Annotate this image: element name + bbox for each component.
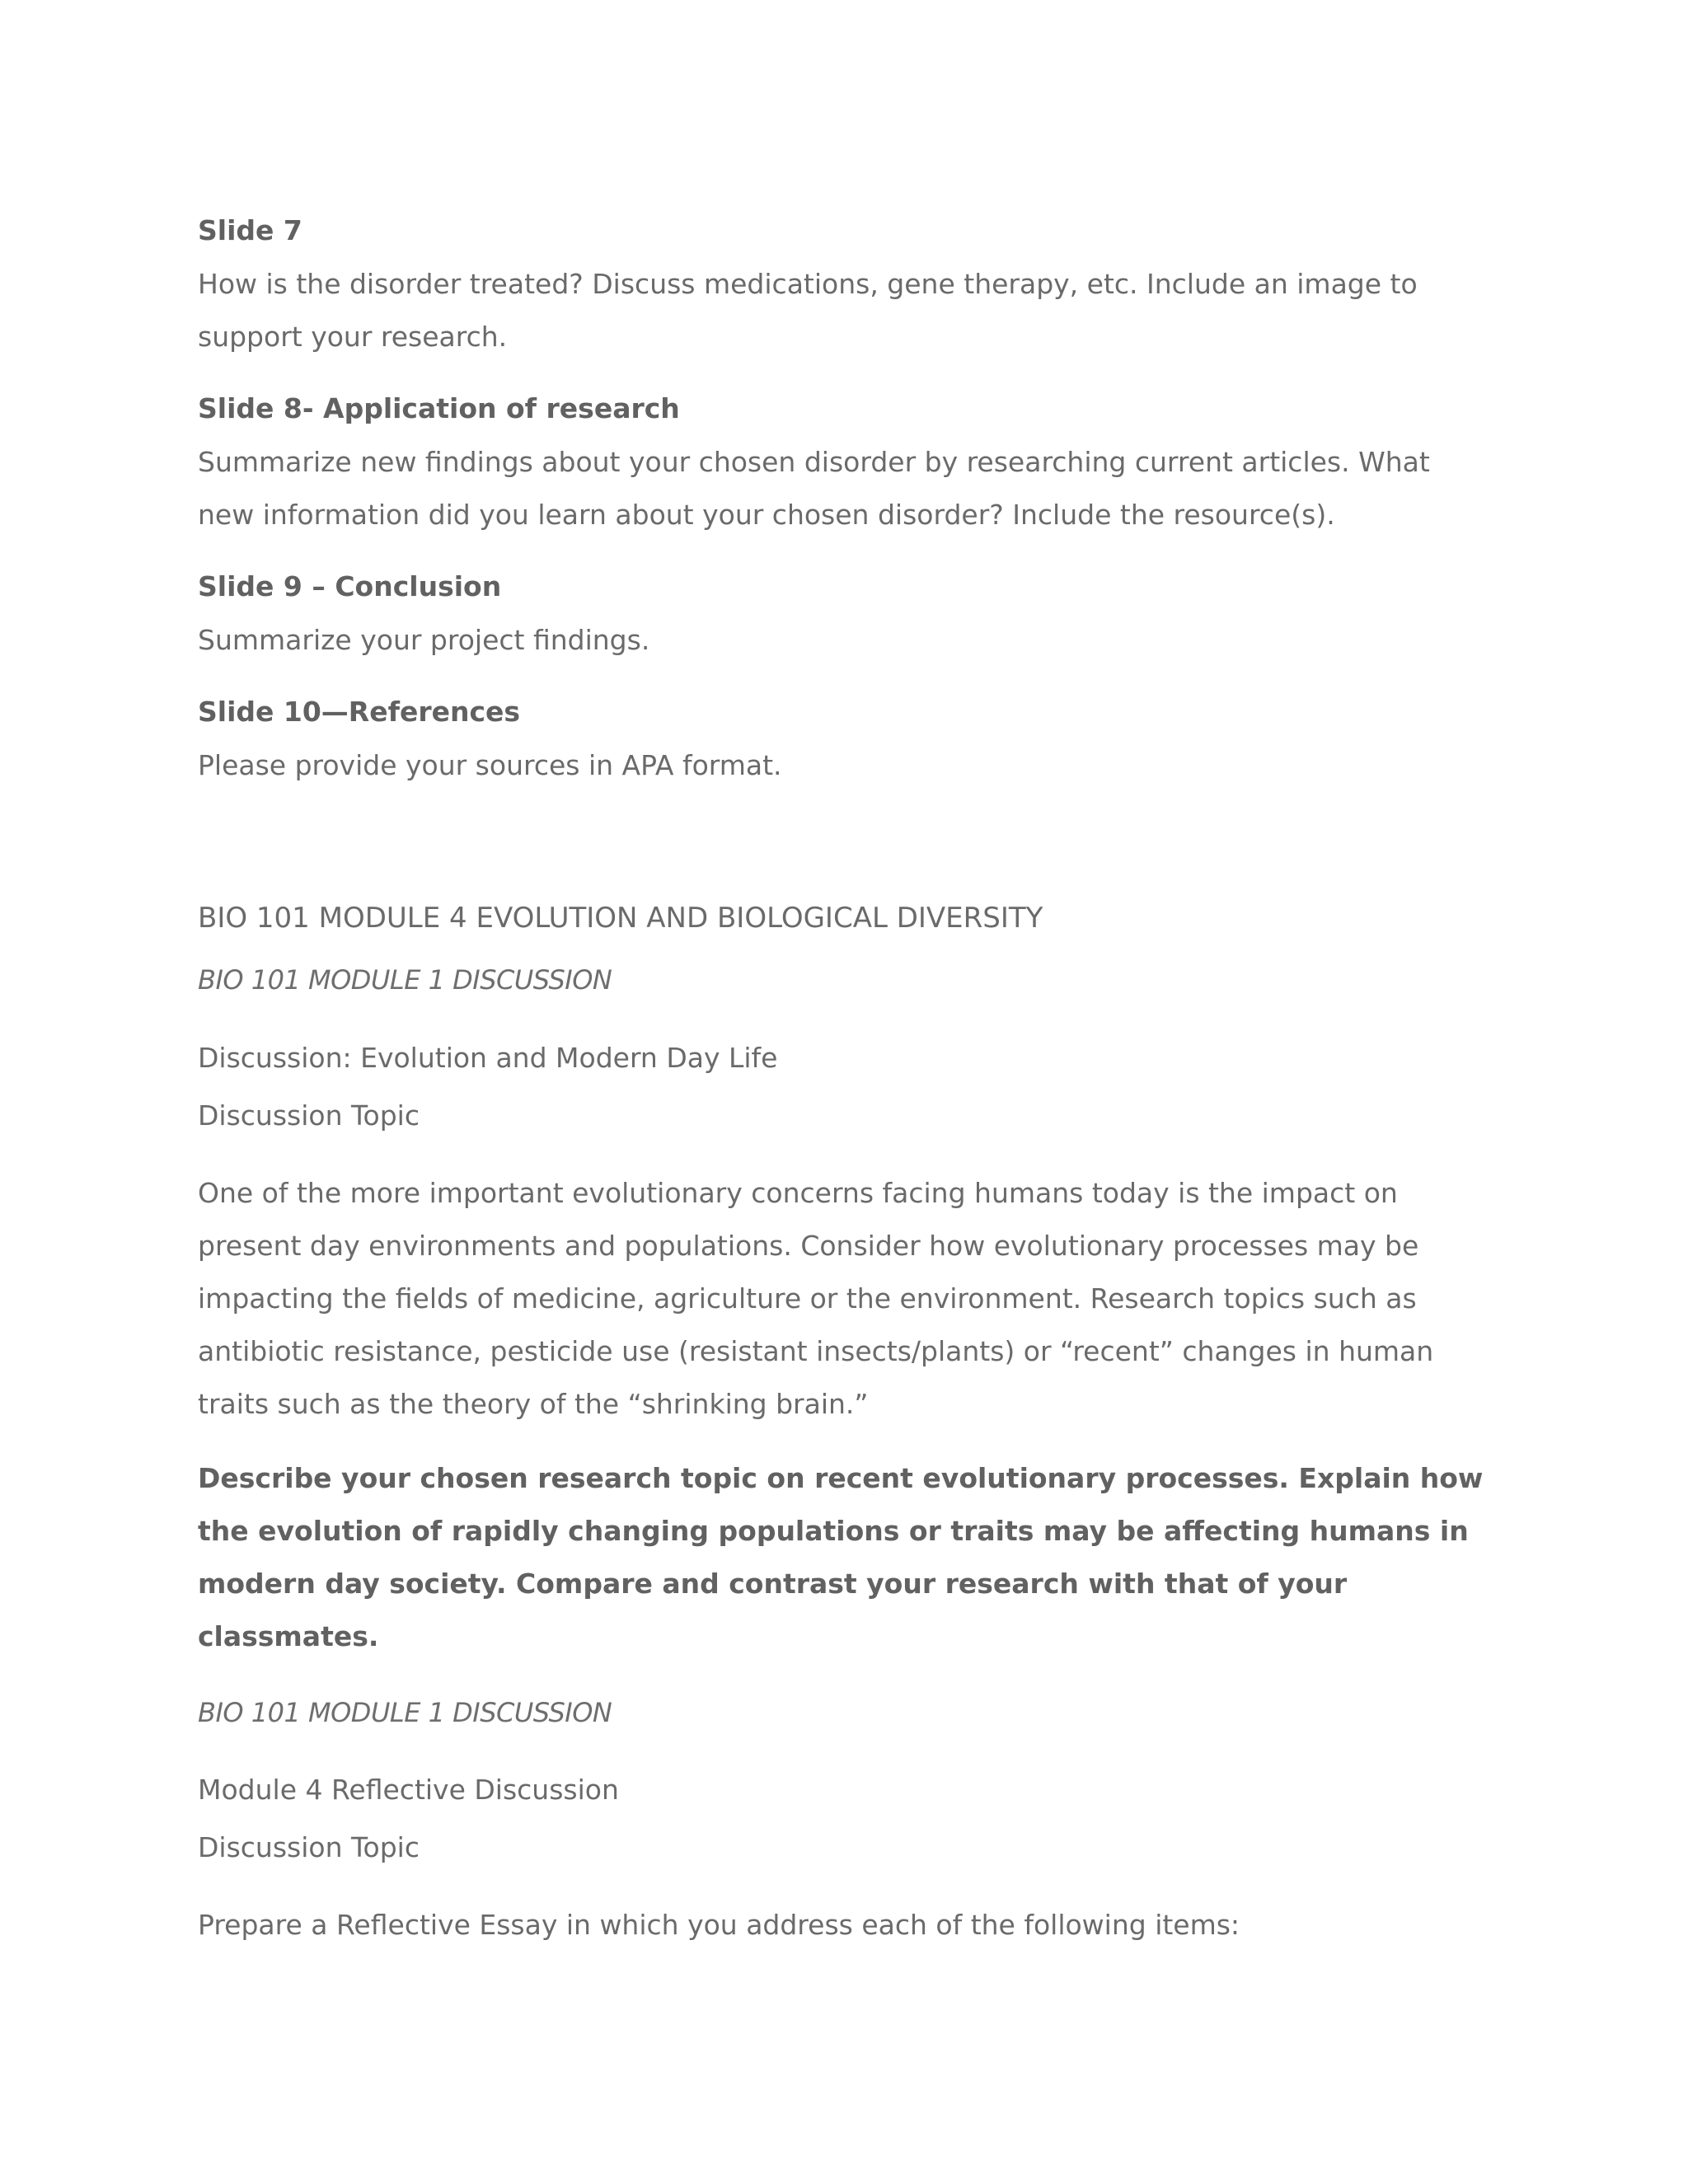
discussion-2-body: Prepare a Reflective Essay in which you address each of the following items:: [198, 1909, 1240, 1941]
discussion-1-body: One of the more important evolutionary concerns facing humans today is the impact on present day environments and populations. Consider how evolutionary processes may be impacting the fields of medicine, agriculture or the environment. Research topics such as antibiotic resistance, pesticide use (resistant insects/plants) or “recent” changes in human traits such as the theory of the “shrinking brain.”: [198, 1177, 1434, 1420]
discussion-2-topic-label: Discussion Topic: [198, 1831, 420, 1863]
module-heading: BIO 101 MODULE 4 EVOLUTION AND BIOLOGICAL DIVERSITY: [198, 902, 1043, 935]
discussion-1-title: Discussion: Evolution and Modern Day Life: [198, 1042, 778, 1074]
slide-10-body: Please provide your sources in APA format.: [198, 749, 782, 781]
discussion-1-instructions: Describe your chosen research topic on recent evolutionary processes. Explain how the evolution of rapidly changing populations or traits may be affecting humans in modern day society. Compare and contrast your research with that of your classmates.: [198, 1462, 1484, 1652]
discussion-2-title: Module 4 Reflective Discussion: [198, 1774, 619, 1806]
slide-8-body: Summarize new findings about your chosen disorder by researching current articles. What new information did you learn about your chosen disorder? Include the resource(s).: [198, 446, 1430, 531]
discussion-2-subheading: BIO 101 MODULE 1 DISCUSSION: [198, 1697, 612, 1728]
slide-9-title: Slide 9 – Conclusion: [198, 570, 502, 602]
slide-9-body: Summarize your project findings.: [198, 624, 650, 656]
discussion-1-subheading: BIO 101 MODULE 1 DISCUSSION: [198, 964, 612, 996]
slide-7-title: Slide 7: [198, 214, 302, 246]
slide-10-title: Slide 10—References: [198, 696, 521, 728]
discussion-1-topic-label: Discussion Topic: [198, 1099, 420, 1132]
slide-8-title: Slide 8- Application of research: [198, 392, 680, 424]
slide-7-body: How is the disorder treated? Discuss medications, gene therapy, etc. Include an image to support your research.: [198, 268, 1418, 353]
